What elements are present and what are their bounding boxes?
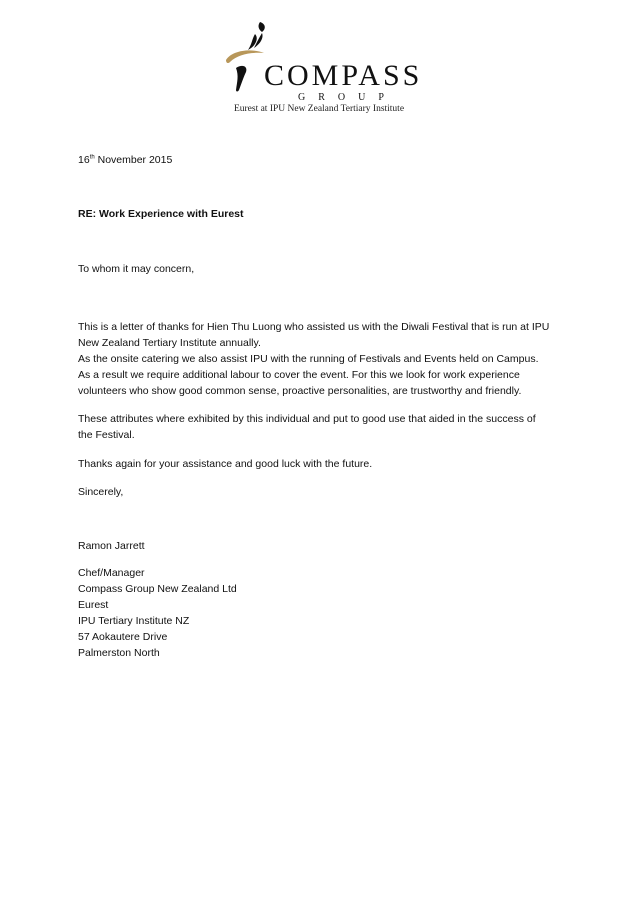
date-rest: November 2015 bbox=[94, 154, 173, 166]
signature-brand: Eurest bbox=[78, 599, 109, 611]
header-subtitle: Eurest at IPU New Zealand Tertiary Institute bbox=[233, 104, 405, 114]
letter-subject: RE: Work Experience with Eurest bbox=[78, 208, 244, 220]
paragraph-line: As the onsite catering we also assist IPU with the running of Festivals and Events held on Campus. bbox=[78, 353, 539, 365]
signature-city: Palmerston North bbox=[78, 647, 160, 659]
signature-site: IPU Tertiary Institute NZ bbox=[78, 615, 190, 627]
date-day: 16 bbox=[78, 154, 90, 166]
paragraph-line: These attributes where exhibited by this individual and put to good use that aided in the success of bbox=[78, 413, 536, 425]
signature-company: Compass Group New Zealand Ltd bbox=[78, 583, 237, 595]
letter-closing: Sincerely, bbox=[78, 486, 124, 498]
compass-group-logo bbox=[222, 20, 423, 103]
paragraph-line: As a result we require additional labour to cover the event. For this we look for work experience bbox=[78, 369, 520, 381]
compass-figure-icon bbox=[222, 20, 270, 100]
paragraph-line: the Festival. bbox=[78, 429, 135, 441]
paragraph-line: volunteers who show good common sense, proactive personalities, are trustworthy and friendly. bbox=[78, 385, 522, 397]
paragraph-thanks bbox=[78, 319, 578, 399]
date-suffix: th bbox=[89, 154, 95, 161]
letter-salutation: To whom it may concern, bbox=[78, 263, 195, 275]
signature-block bbox=[78, 565, 578, 661]
signature-name: Ramon Jarrett bbox=[78, 540, 145, 552]
paragraph-line: This is a letter of thanks for Hien Thu Luong who assisted us with the Diwali Festival that is run at IPU bbox=[78, 321, 550, 333]
paragraph-closing-thanks: Thanks again for your assistance and good luck with the future. bbox=[78, 458, 373, 470]
logo-subword: GROUP bbox=[298, 92, 397, 103]
letter-date bbox=[78, 152, 578, 168]
signature-title: Chef/Manager bbox=[78, 567, 145, 579]
signature-street: 57 Aokautere Drive bbox=[78, 631, 168, 643]
paragraph-attributes bbox=[78, 411, 578, 443]
paragraph-line: New Zealand Tertiary Institute annually. bbox=[78, 337, 261, 349]
logo-wordmark: COMPASS bbox=[264, 59, 423, 92]
